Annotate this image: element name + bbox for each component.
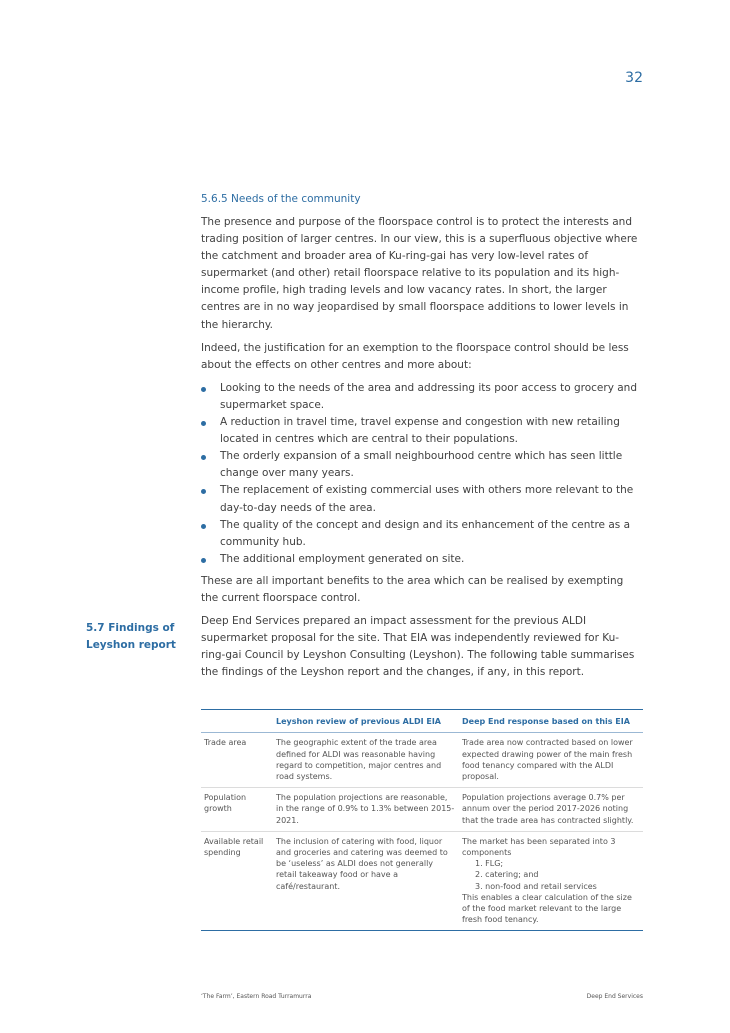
bullet-item — [201, 380, 643, 414]
table-row — [201, 733, 643, 788]
row-leyshon: The inclusion of catering with food, liquor and groceries and catering was deemed to be ‘useless’ as ALDI does not generally retail takeaway food or have a café/restaurant. — [276, 836, 448, 891]
section-566-para3: These are all important benefits to the area which can be realised by exempting the current floorspace control. — [201, 574, 624, 604]
bullet-dot-icon — [201, 489, 206, 494]
section-57-para: Deep End Services prepared an impact assessment for the previous ALDI supermarket proposal for the site. That EIA was independently reviewed for Ku-ring-gai Council by Leyshon Consulting (Leyshon). The following table summarises the findings of the Leyshon report and the changes, if any, in this report. — [201, 615, 635, 679]
components-list — [462, 858, 640, 892]
response-outro: This enables a clear calculation of the size of the food market relevant to the large fresh food tenancy. — [462, 892, 632, 925]
section-57-heading-line1: 5.7 Findings of — [86, 622, 175, 634]
bullet-text: The quality of the concept and design and its enhancement of the centre as a community hub. — [220, 518, 631, 548]
table-header-leyshon: Leyshon review of previous ALDI EIA — [273, 710, 459, 733]
bullet-item — [201, 448, 643, 482]
row-label: Trade area — [201, 733, 273, 788]
bullet-dot-icon — [201, 524, 206, 529]
bullet-dot-icon — [201, 558, 206, 563]
row-response: Trade area now contracted based on lower expected drawing power of the main fresh food tenancy compared with the ALDI proposal. — [459, 733, 643, 788]
component-item: 3. non-food and retail services — [475, 881, 597, 891]
row-leyshon: The population projections are reasonable, in the range of 0.9% to 1.3% between 2015-2021. — [273, 788, 459, 832]
table-row — [201, 788, 643, 832]
section-57-heading — [86, 620, 194, 654]
section-566-para2: Indeed, the justification for an exemption to the floorspace control should be less about the effects on other centres and more about: — [201, 341, 629, 371]
component-item: 1. FLG; — [475, 859, 504, 869]
page-number: 32 — [625, 70, 643, 86]
bullet-item — [201, 517, 643, 551]
bullet-text: The orderly expansion of a small neighbourhood centre which has seen little change over many years. — [220, 450, 623, 480]
row-label: Population growth — [201, 788, 273, 832]
bullet-text: The additional employment generated on site. — [220, 552, 465, 565]
table-header-empty — [201, 710, 273, 733]
table-row — [201, 831, 643, 931]
row-response — [459, 831, 643, 931]
row-label: Available retail spending — [204, 836, 264, 858]
bullet-dot-icon — [201, 387, 206, 392]
bullet-dot-icon — [201, 455, 206, 460]
bullet-item — [201, 414, 643, 448]
main-content — [201, 192, 643, 931]
section-566-heading: 5.6.5 Needs of the community — [201, 193, 361, 205]
section-566-para1: The presence and purpose of the floorspace control is to protect the interests and trading position of larger centres. In our view, this is a superfluous objective where the catchment and broader area of Ku-ring-gai has very low-level rates of supermarket (and other) retail floorspace relative to its population and its high-income profile, high trading levels and low vacancy rates. In short, the larger centres are in no way jeopardised by small floorspace additions to lower levels in the hierarchy. — [201, 216, 638, 331]
bullet-text: Looking to the needs of the area and addressing its poor access to grocery and supermarket space. — [220, 381, 638, 411]
bullet-item — [201, 551, 643, 568]
footer-project: ‘The Farm’, Eastern Road Turramurra — [201, 993, 312, 1000]
table-header-response: Deep End response based on this EIA — [459, 710, 643, 733]
footer-company: Deep End Services — [586, 993, 643, 1000]
table-header-row — [201, 710, 643, 733]
component-item: 2. catering; and — [475, 870, 539, 880]
row-leyshon: The geographic extent of the trade area defined for ALDI was reasonable having regard to competition, major centres and road systems. — [273, 733, 459, 788]
needs-bullet-list — [201, 380, 643, 568]
bullet-text: A reduction in travel time, travel expense and congestion with new retailing located in centres which are central to their populations. — [220, 416, 620, 446]
bullet-dot-icon — [201, 421, 206, 426]
bullet-text: The replacement of existing commercial uses with others more relevant to the day-to-day needs of the area. — [220, 484, 634, 514]
section-57-heading-line2: Leyshon report — [86, 639, 176, 652]
row-response: Population projections average 0.7% per annum over the period 2017-2026 noting that the trade area has contracted slightly. — [459, 788, 643, 832]
response-intro: The market has been separated into 3 components — [462, 836, 616, 858]
findings-table — [201, 709, 643, 931]
bullet-item — [201, 482, 643, 516]
